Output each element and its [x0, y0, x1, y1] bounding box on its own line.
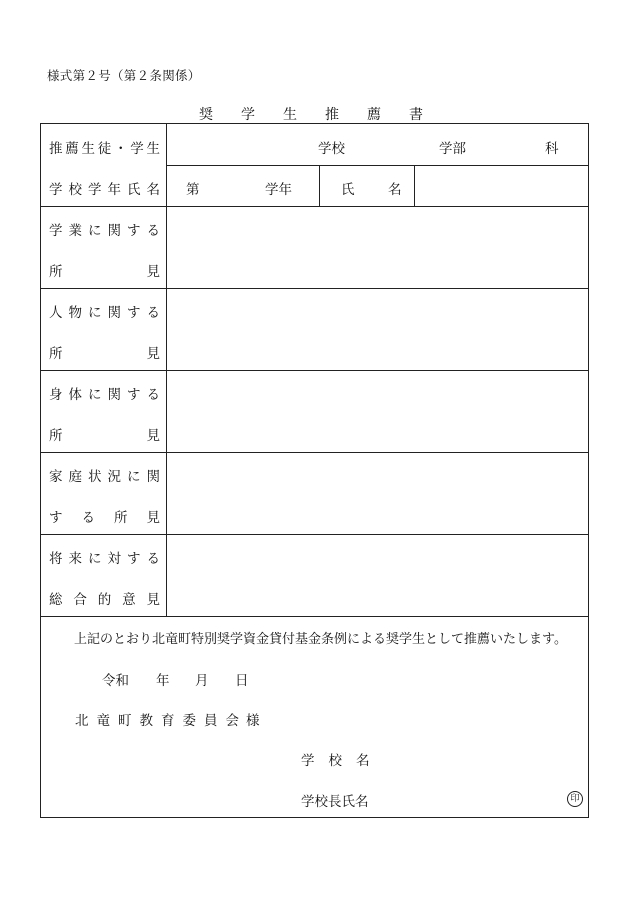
- section-label-line2: [49, 260, 160, 280]
- label-char: 対: [107, 551, 121, 567]
- label-char: 見: [146, 346, 160, 362]
- department-suffix: 科: [545, 141, 559, 157]
- label-char: す: [127, 223, 141, 239]
- label-char: 所: [49, 428, 63, 444]
- recommendation-form-table: [40, 123, 589, 818]
- school-suffix: 学校: [318, 141, 345, 157]
- principal-name-label: 学校長氏名: [301, 794, 369, 810]
- section-label-line1: [49, 547, 160, 567]
- student-label-line1: [49, 137, 160, 157]
- label-char: に: [88, 223, 102, 239]
- label-char: 見: [146, 264, 160, 280]
- label-char: 学: [88, 182, 102, 198]
- label-char: る: [81, 510, 95, 526]
- label-char: 学: [130, 141, 144, 157]
- label-char: 合: [73, 592, 87, 608]
- grade-prefix: 第: [186, 182, 200, 198]
- name-value-divider: [414, 165, 415, 206]
- form-number: 様式第２号（第２条関係）: [47, 68, 201, 83]
- label-char: 所: [49, 264, 63, 280]
- date-era: 令和: [102, 673, 129, 689]
- label-char: 推: [49, 141, 63, 157]
- date-day: 日: [235, 673, 249, 689]
- student-label-line2: [49, 178, 160, 198]
- name-label: 氏 名: [341, 182, 412, 198]
- section-label-line1: [49, 301, 160, 321]
- label-char: 名: [146, 182, 160, 198]
- label-char: る: [146, 223, 160, 239]
- label-char: 年: [107, 182, 121, 198]
- label-char: 人: [49, 305, 63, 321]
- label-char: 関: [146, 469, 160, 485]
- label-char: 関: [107, 387, 121, 403]
- label-char: 総: [49, 592, 63, 608]
- label-char: 物: [68, 305, 82, 321]
- grade-name-divider: [319, 165, 320, 206]
- label-char: 家: [49, 469, 63, 485]
- label-char: 況: [107, 469, 121, 485]
- label-char: 来: [68, 551, 82, 567]
- label-char: 生: [81, 141, 95, 157]
- label-char: 徒: [97, 141, 112, 157]
- section-label-line1: [49, 219, 160, 239]
- label-char: 校: [68, 182, 82, 198]
- physical-remarks-field[interactable]: [173, 378, 578, 444]
- label-char: す: [127, 551, 141, 567]
- addressee: 北竜町教育委員会: [75, 713, 247, 729]
- label-char: 体: [68, 387, 82, 403]
- row-divider: [41, 616, 588, 617]
- label-char: 業: [68, 223, 82, 239]
- row-divider: [41, 370, 588, 371]
- overall-opinion-field[interactable]: [173, 542, 578, 608]
- row-divider: [41, 534, 588, 535]
- label-char: 意: [122, 592, 136, 608]
- row-divider: [166, 165, 588, 166]
- label-char: に: [88, 305, 102, 321]
- label-char: 的: [97, 592, 112, 608]
- label-char: 関: [107, 305, 121, 321]
- family-remarks-field[interactable]: [173, 460, 578, 526]
- label-char: 見: [146, 428, 160, 444]
- label-char: す: [49, 510, 63, 526]
- section-label-line2: [49, 424, 160, 444]
- row-divider: [41, 206, 588, 207]
- section-label-line2: [49, 588, 160, 608]
- label-char: 所: [49, 346, 63, 362]
- section-label-line1: [49, 465, 160, 485]
- row-divider: [41, 452, 588, 453]
- label-char: 身: [49, 387, 63, 403]
- student-name-field[interactable]: [421, 171, 581, 201]
- label-char: ・: [114, 141, 128, 157]
- label-char: す: [127, 387, 141, 403]
- honorific: 様: [246, 713, 260, 729]
- row-divider: [41, 288, 588, 289]
- label-char: す: [127, 305, 141, 321]
- label-char: 氏: [127, 182, 141, 198]
- label-char: に: [88, 387, 102, 403]
- label-char: 学: [49, 223, 63, 239]
- label-char: 庭: [68, 469, 82, 485]
- school-name-label: 学校名: [301, 753, 384, 769]
- section-label-line1: [49, 383, 160, 403]
- label-char: 関: [107, 223, 121, 239]
- label-char: 生: [146, 141, 160, 157]
- date-year: 年: [156, 673, 170, 689]
- academic-remarks-field[interactable]: [173, 214, 578, 280]
- label-char: 見: [146, 510, 160, 526]
- section-label-line2: [49, 506, 160, 526]
- label-char: 状: [88, 469, 102, 485]
- label-char: 薦: [65, 141, 79, 157]
- label-char: る: [146, 551, 160, 567]
- grade-suffix: 学年: [265, 182, 292, 198]
- date-month: 月: [195, 673, 209, 689]
- label-char: 学: [49, 182, 63, 198]
- label-char: る: [146, 387, 160, 403]
- faculty-suffix: 学部: [439, 141, 466, 157]
- label-char: 将: [49, 551, 63, 567]
- label-char: に: [127, 469, 141, 485]
- recommendation-statement: 上記のとおり北竜町特別奨学資金貸付基金条例による奨学生として推薦いたします。: [74, 632, 567, 647]
- character-remarks-field[interactable]: [173, 296, 578, 362]
- label-column-divider: [166, 124, 167, 616]
- document-title: 奨学生推薦書: [199, 107, 451, 123]
- section-label-line2: [49, 342, 160, 362]
- label-char: 見: [146, 592, 160, 608]
- seal-mark: 印: [567, 791, 583, 807]
- label-char: る: [146, 305, 160, 321]
- label-char: に: [88, 551, 102, 567]
- label-char: 所: [114, 510, 128, 526]
